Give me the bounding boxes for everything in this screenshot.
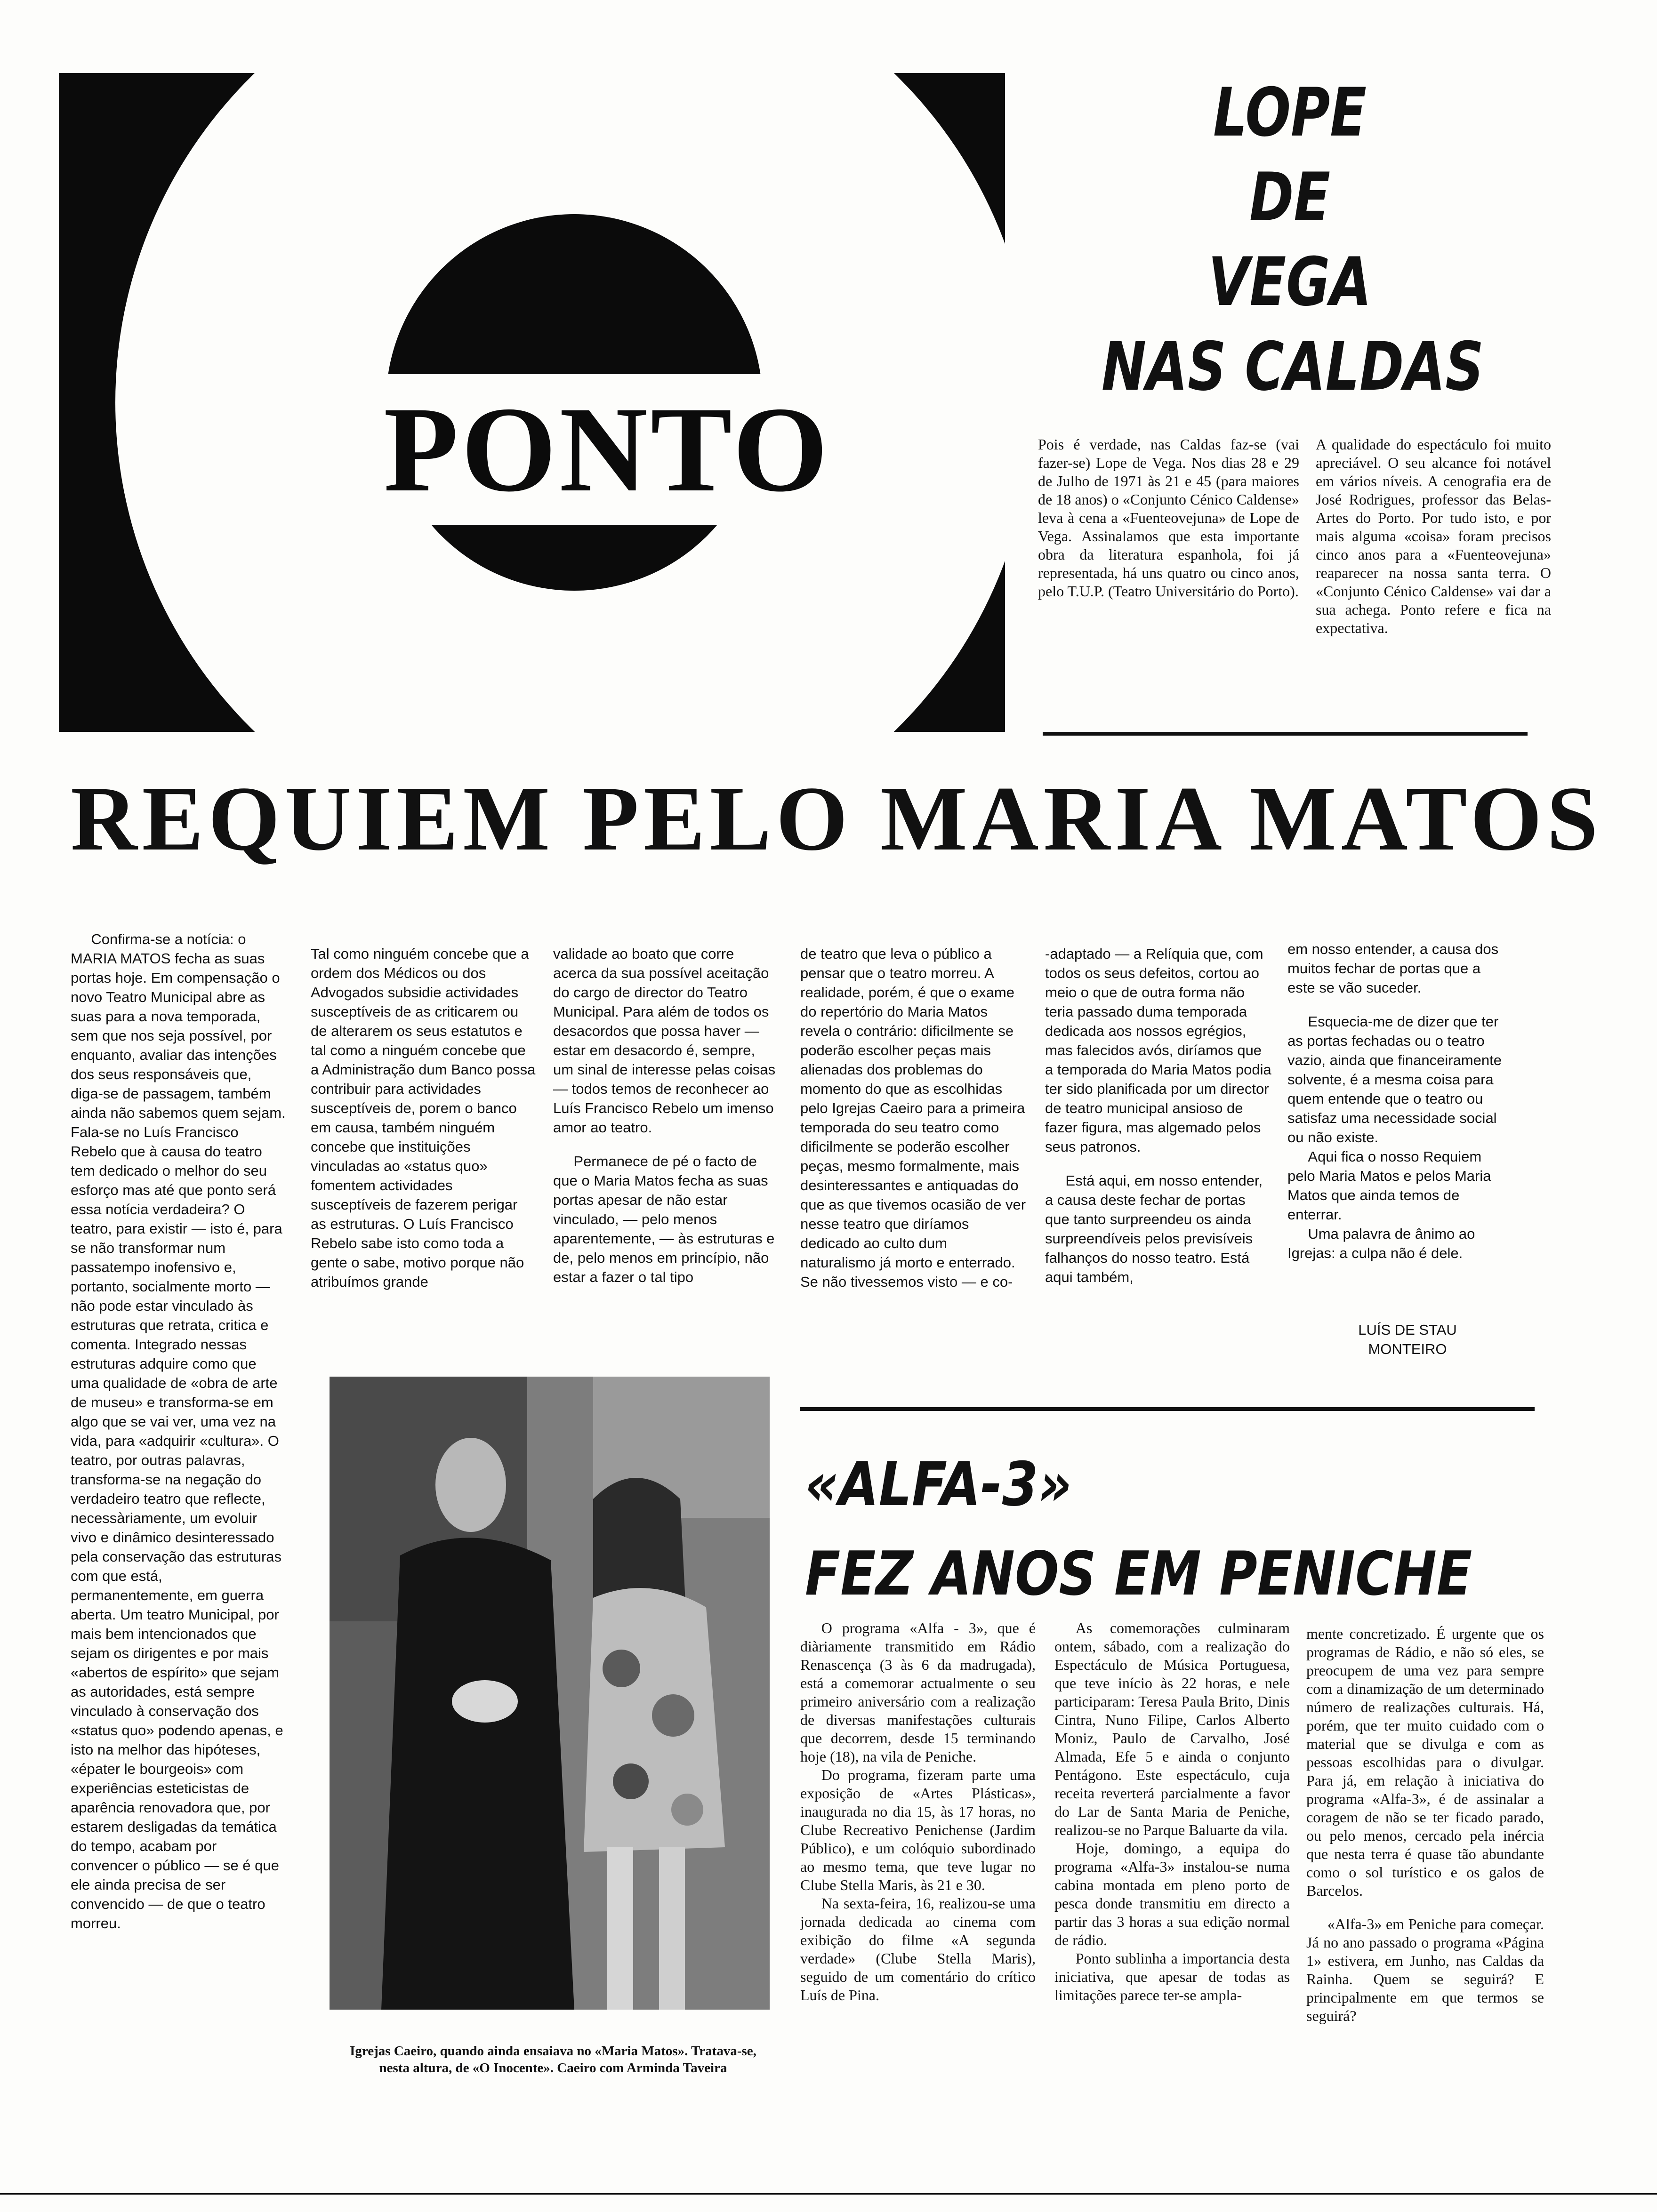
requiem-paragraph: Esquecia-me de dizer que ter as portas fechadas ou o teatro vazio, ainda que financeiramente solvente, é a mesma coisa para quem entende que o teatro ou satisfaz uma necessidade social ou não existe. bbox=[1287, 1013, 1502, 1146]
requiem-paragraph: Confirma-se a notícia: o MARIA MATOS fecha as suas portas hoje. Em compensação o novo Teatro Municipal abre as suas para a nova temporada, sem que nos seja possível, por enquanto, avaliar das intenções dos seus responsáveis que, diga-se de passagem, também ainda não sabemos quem sejam. Fala-se no Luís Francisco Rebelo que à causa do teatro tem dedicado o melhor do seu esforço mas até que ponto será essa notícia verdadeira? O teatro, para existir — isto é, para se não transformar num passatempo inofensivo e, portanto, socialmente morto — não pode estar vinculado às estruturas que retrata, critica e comenta. Integrado nessas estruturas adquire como que uma qualidade de «obra de arte de museu» e transforma-se em algo que se vai ver, uma vez na vida, para «adquirir «cultura». O teatro, por outras palavras, transforma-se na negação do verdadeiro teatro que reflecte, necessàriamente, um evoluir vivo e dinâmico desinteressado pela conservação das estruturas com que está, permanentemente, em guerra aberta. Um teatro Municipal, por mais bem intencionados que sejam os dirigentes e por mais «abertos de espírito» que sejam as autoridades, está sempre vinculado à conservação dos «status quo» podendo apenas, e isto na melhor das hipóteses, «épater le bourgeois» com experiências esteticistas de aparência renovadora que, por estarem desligadas da temática do tempo, acabam por convencer o público — se é que ele ainda precisa de ser convencido — de que o teatro morreu. bbox=[71, 931, 286, 1931]
requiem-col-3 bbox=[553, 930, 777, 1287]
alfa-col-2 bbox=[1054, 1619, 1290, 2004]
alfa-headline bbox=[805, 1440, 1633, 1619]
requiem-paragraph: -adaptado — a Relíquia que, com todos os seus defeitos, cortou ao meio o que de outra forma não teria passado duma temporada dedicada aos nossos egrégios, mas falecidos avós, diríamos que a temporada do Maria Matos podia ter sido planificada por um director de teatro municipal ansioso de fazer figura, mas algemado pelos seus patronos. bbox=[1045, 946, 1271, 1155]
alfa-col-3 bbox=[1306, 1610, 1544, 2025]
lope-headline-line: VEGA bbox=[1208, 243, 1372, 321]
requiem-col-6 bbox=[1287, 925, 1509, 1263]
alfa-paragraph: As comemorações culminaram ontem, sábado, com a realização do Espectáculo de Música Portuguesa, que teve início às 22 horas, e nele participaram: Teresa Paula Brito, Dinis Cintra, Nuno Filipe, Carlos Alberto Moniz, Paulo de Carvalho, José Almada, Efe 5 e ainda o conjunto Pentágono. Este espectáculo, cuja receita reverterá parcialmente a favor do Lar de Santa Maria de Peniche, realizou-se no Parque Baluarte da vila. bbox=[1054, 1619, 1290, 1838]
alfa-paragraph: Ponto sublinha a importancia desta iniciativa, que apesar de todas as limitações parece ter-se ampla- bbox=[1054, 1950, 1290, 2004]
requiem-paragraph: Aqui fica o nosso Requiem pelo Maria Matos e pelos Maria Matos que ainda temos de enterrar. bbox=[1287, 1148, 1491, 1223]
requiem-paragraph: Está aqui, em nosso entender, a causa deste fechar de portas que tanto surpreendeu os ainda surpreendíveis pelos previsíveis falhanços do nosso teatro. Está aqui também, bbox=[1045, 1172, 1263, 1285]
bottom-rule bbox=[0, 2193, 1657, 2195]
requiem-headline: REQUIEM PELO MARIA MATOS bbox=[71, 768, 1603, 870]
photo-igrejas-caeiro bbox=[330, 1377, 770, 2010]
lope-headline-line: NAS CALDAS bbox=[1102, 328, 1484, 406]
requiem-paragraph: validade ao boato que corre acerca da sua possível aceitação do cargo de director do Teatro Municipal. Para além de todos os desacordos que possa haver — estar em desacordo é, sempre, um sinal de interesse pelas coisas — todos temos de reconhecer ao Luís Francisco Rebelo um imenso amor ao teatro. bbox=[553, 946, 776, 1136]
alfa-headline-line: FEZ ANOS EM PENICHE bbox=[805, 1539, 1472, 1609]
signature-line: MONTEIRO bbox=[1368, 1341, 1447, 1357]
requiem-col-4 bbox=[800, 930, 1026, 1306]
alfa-col-1 bbox=[800, 1619, 1036, 2004]
alfa-paragraph: mente concretizado. É urgente que os programas de Rádio, e não só eles, se preocupem de uma vez para sempre com a dinamização de um determinado número de realizações culturais. Há, porém, que ter muito cuidado com o material que se divulga e com as pessoas escolhidas para o divulgar. Para já, em relação à iniciativa do programa «Alfa-3», é de assinalar a coragem de não se ter ficado parado, ou pelo menos, cercado pela inércia que nesta terra é quase tão abundante como o sol turístico e os galos de Barcelos. bbox=[1306, 1625, 1544, 1899]
lope-col-1: Pois é verdade, nas Caldas faz-se (vai fazer-se) Lope de Vega. Nos dias 28 e 29 de Julho de 1971 às 21 e 45 (para maiores de 18 anos) o «Conjunto Cénico Caldense» leva à cena a «Fuenteovejuna» de Lope de Vega. Assinalamos que esta importante obra da literatura espanhola, foi já representada, há uns quatro ou cinco anos, pelo T.U.P. (Teatro Universitário do Porto). bbox=[1038, 436, 1299, 600]
lope-headline-line: LOPE bbox=[1213, 74, 1367, 152]
alfa-rule bbox=[800, 1407, 1535, 1411]
alfa-paragraph: O programa «Alfa - 3», que é diàriamente transmitido em Rádio Renascença (3 às 6 da madrugada), está a comemorar actualmente o seu primeiro aniversário com a realização de diversas manifestações culturais que decorrem, desde 15 terminando hoje (18), na vila de Peniche. bbox=[800, 1619, 1036, 1765]
alfa-paragraph: Na sexta-feira, 16, realizou-se uma jornada dedicada ao cinema com exibição do filme «A segunda verdade» (Clube Stella Maris), seguido de um comentário do crítico Luís de Pina. bbox=[800, 1895, 1036, 2004]
requiem-paragraph: em nosso entender, a causa dos muitos fechar de portas que a este se vão suceder. bbox=[1287, 941, 1499, 996]
lope-col-2: A qualidade do espectáculo foi muito apreciável. O seu alcance foi notável em vários níveis. A cenografia era de José Rodrigues, professor das Belas-Artes do Porto. Por tudo isto, e por mais alguma «coisa» foram precisos cinco anos para a «Fuenteovejuna» reaparecer na nossa santa terra. O «Conjunto Cénico Caldense» vai dar a sua achega. Ponto refere e fica na expectativa. bbox=[1316, 436, 1551, 636]
lope-rule bbox=[1043, 732, 1528, 736]
lope-headline-line: DE bbox=[1249, 159, 1330, 236]
logo-title: PONTO bbox=[384, 374, 765, 525]
signature-line: LUÍS DE STAU bbox=[1358, 1322, 1457, 1338]
photo-caption: Igrejas Caeiro, quando ainda ensaiava no «Maria Matos». Tratava-se, nesta altura, de «O Inocente». Caeiro com Arminda Taveira bbox=[350, 2044, 756, 2076]
alfa-paragraph: Hoje, domingo, a equipa do programa «Alfa-3» instalou-se numa cabina montada em pleno porto de pesca donde transmitiu em directo a partir das 3 horas a sua edição normal de rádio. bbox=[1054, 1840, 1290, 1948]
requiem-paragraph: Uma palavra de ânimo ao Igrejas: a culpa não é dele. bbox=[1287, 1226, 1475, 1261]
requiem-signature bbox=[1299, 1320, 1516, 1359]
alfa-paragraph: Do programa, fizeram parte uma exposição de «Artes Plásticas», inaugurada no dia 15, às 17 horas, no Clube Recreativo Penichense (Jardim Público), e um colóquio subordinado ao mesmo tema, que teve lugar no Clube Stella Maris, às 21 e 30. bbox=[800, 1766, 1036, 1893]
requiem-col-2 bbox=[311, 930, 537, 1306]
photo-illustration bbox=[330, 1377, 770, 2010]
requiem-col-5 bbox=[1045, 930, 1273, 1287]
alfa-paragraph: «Alfa-3» em Peniche para começar. Já no ano passado o programa «Página 1» estivera, em Junho, nas Caldas da Rainha. Quem se seguirá? E principalmente em que termos se seguirá? bbox=[1306, 1915, 1544, 2024]
requiem-paragraph: Permanece de pé o facto de que o Maria Matos fecha as suas portas apesar de não estar vinculado, — pelo menos aparentemente, — às estruturas e de, pelo menos em princípio, não estar a fazer o tal tipo bbox=[553, 1153, 775, 1285]
requiem-col-1 bbox=[71, 930, 287, 1933]
alfa-headline-line: «ALFA-3» bbox=[805, 1450, 1072, 1520]
ponto-logo bbox=[59, 73, 1005, 732]
requiem-paragraph: Tal como ninguém concebe que a ordem dos Médicos ou dos Advogados subsidie actividades susceptíveis de as criticarem ou de alterarem os seus estatutos e tal como a ninguém concebe que a Administração dum Banco possa contribuir para actividades susceptíveis de, porem o banco em causa, também ninguém concebe que instituições vinculadas ao «status quo» fomentem actividades susceptíveis de fazerem perigar as estruturas. O Luís Francisco Rebelo sabe isto como toda a gente o sabe, motivo porque não atribuímos grande bbox=[311, 946, 536, 1290]
lope-headline bbox=[1102, 71, 1484, 409]
requiem-paragraph: de teatro que leva o público a pensar que o teatro morreu. A realidade, porém, é que o exame do repertório do Maria Matos revela o contrário: dificilmente se poderão escolher peças mais alienadas dos problemas do momento do que as escolhidas pelo Igrejas Caeiro para a primeira temporada do seu teatro como dificilmente se poderão escolher peças, mesmo formalmente, mais desinteressantes e antiquadas do que as que tivemos ocasião de ver nesse teatro que diríamos dedicado ao culto dum naturalismo já morto e enterrado. Se não tivessemos visto — e co- bbox=[800, 946, 1026, 1290]
